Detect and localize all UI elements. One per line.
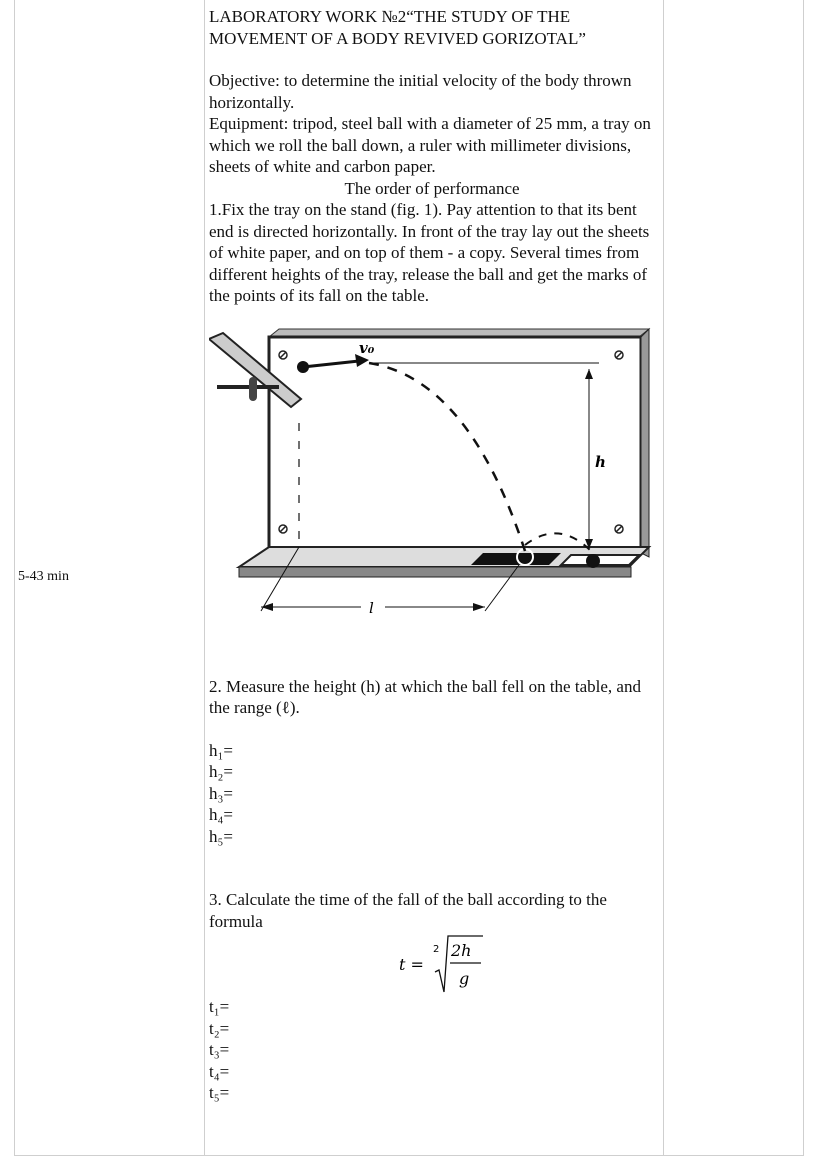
objective-text: Objective: to determine the initial velocity of the body thrown horizontally. bbox=[209, 71, 632, 112]
lab-content bbox=[209, 6, 655, 1104]
formula-root-index: 2 bbox=[433, 944, 440, 955]
table-border-bottom bbox=[14, 1155, 804, 1156]
table-border-right bbox=[803, 0, 804, 1156]
table-border-col2 bbox=[663, 0, 664, 1156]
list-item: t₃= bbox=[209, 1040, 230, 1059]
list-item: t₅= bbox=[209, 1083, 230, 1102]
step2-text: 2. Measure the height (h) at which the ball fell on the table, and the range (ℓ). bbox=[209, 676, 641, 717]
v0-label: v₀ bbox=[359, 338, 375, 357]
order-heading: The order of performance bbox=[344, 178, 520, 198]
list-item: t₁= bbox=[209, 997, 230, 1016]
ball-landed bbox=[586, 554, 600, 568]
apparatus-figure bbox=[209, 319, 655, 639]
l-label: l bbox=[369, 598, 374, 617]
list-item: t₂= bbox=[209, 1018, 230, 1038]
formula-lhs: t = bbox=[399, 955, 424, 974]
time-label: 5-43 min bbox=[18, 569, 69, 584]
step1-text: 1.Fix the tray on the stand (fig. 1). Pay attention to that its bent end is directed horizontally. In front of the tray lay out the sheets of white paper, and on top of them - a copy. Several times from different heights of the tray, release the ball and get the marks of the points of its fall on the table. bbox=[209, 200, 650, 305]
list-item: h₁= bbox=[209, 740, 234, 760]
carbon-paper bbox=[471, 553, 561, 565]
board bbox=[269, 337, 641, 553]
table-border-left bbox=[14, 0, 15, 1156]
time-formula bbox=[209, 932, 655, 998]
list-item: h₂= bbox=[209, 762, 234, 781]
t-values-list bbox=[209, 996, 655, 1104]
h-values-list bbox=[209, 740, 655, 848]
list-item: h₅= bbox=[209, 826, 234, 846]
step3-text: 3. Calculate the time of the fall of the ball according to the formula bbox=[209, 890, 607, 931]
table-border-col1 bbox=[204, 0, 205, 1156]
formula-numerator: 2h bbox=[451, 941, 472, 960]
list-item: h₄= bbox=[209, 805, 234, 824]
h-label: h bbox=[595, 452, 606, 471]
page-title: LABORATORY WORK №2“THE STUDY OF THE MOVEMENT OF A BODY REVIVED GORIZOTAL” bbox=[209, 7, 586, 48]
list-item: h₃= bbox=[209, 783, 234, 803]
formula-denominator: g bbox=[459, 969, 470, 988]
equipment-text: Equipment: tripod, steel ball with a diameter of 25 mm, a tray on which we roll the ball down, a ruler with millimeter divisions, sheets of white and carbon paper. bbox=[209, 114, 651, 176]
list-item: t₄= bbox=[209, 1061, 230, 1081]
